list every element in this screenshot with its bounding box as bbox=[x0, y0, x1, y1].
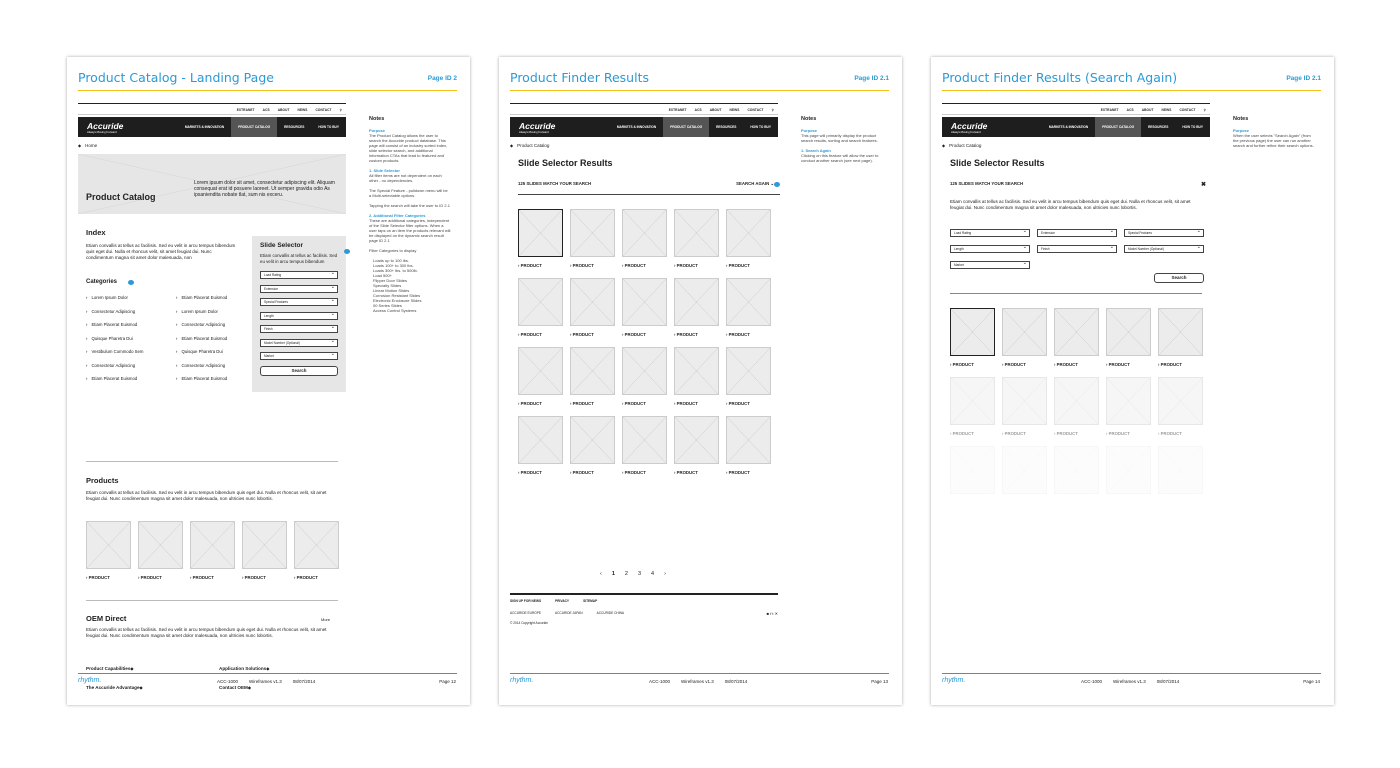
product-image bbox=[1054, 377, 1099, 425]
search-icon[interactable]: ⚲ bbox=[1203, 108, 1206, 112]
model-number-select[interactable]: Model Number (Optional) ⌄ bbox=[260, 339, 338, 347]
title-divider bbox=[78, 90, 457, 91]
notes-heading: 2. Additional Filter Categories bbox=[369, 213, 426, 218]
product-image bbox=[1158, 377, 1203, 425]
product-card[interactable] bbox=[570, 416, 615, 475]
product-card-faded bbox=[1054, 446, 1099, 494]
footer-link[interactable]: ACCURIDE EUROPE bbox=[510, 611, 541, 615]
search-button[interactable]: Search bbox=[260, 366, 338, 376]
product-card[interactable] bbox=[570, 278, 615, 337]
utility-link[interactable]: NEWS bbox=[729, 108, 740, 112]
page-link[interactable]: 1 bbox=[611, 571, 615, 577]
product-label: › PRODUCT bbox=[518, 401, 563, 406]
product-image bbox=[674, 347, 719, 395]
product-label: › PRODUCT bbox=[726, 263, 771, 268]
product-card[interactable] bbox=[950, 308, 995, 367]
product-card[interactable] bbox=[570, 347, 615, 406]
annotation-marker-1 bbox=[344, 249, 350, 254]
utility-link[interactable]: ABOUT bbox=[1141, 108, 1154, 112]
notes-panel bbox=[1233, 117, 1315, 153]
breadcrumb[interactable]: ◆ Product Catalog bbox=[942, 143, 981, 148]
product-card-faded bbox=[1106, 446, 1151, 494]
oem-text: Etiam convallis at tellus ac facilisis. Sed eu velit in arcu tempus bibendum quis eget dui. Nulla et rhoncus velit, sit amet feugiat dui. Nunc condimentum magna sit amet dolor malesuada, non ultricies nunc lobortis. bbox=[86, 627, 327, 638]
hero-title: Product Catalog bbox=[86, 192, 156, 202]
product-card[interactable] bbox=[1106, 377, 1151, 436]
product-label: › PRODUCT bbox=[622, 332, 667, 337]
product-image bbox=[1002, 308, 1047, 356]
product-image bbox=[1002, 446, 1047, 494]
divider bbox=[950, 293, 1202, 294]
category-link[interactable]: › Vestibulum Commodo Sem bbox=[86, 349, 176, 354]
slide-selector-panel bbox=[252, 236, 346, 392]
nav-product-catalog[interactable]: PRODUCT CATALOG bbox=[663, 117, 709, 137]
product-image bbox=[1054, 308, 1099, 356]
selector-title: Slide Selector bbox=[260, 242, 303, 249]
notes-list-item: Electronic Enclosure Slides bbox=[373, 298, 422, 303]
product-image bbox=[1054, 446, 1099, 494]
products-text: Etiam convallis at tellus ac facilisis. Sed eu velit in arcu tempus bibendum quis eget dui. Nulla et rhoncus velit, sit amet feugiat dui. Nunc condimentum magna sit amet dolor malesuada, non ultricies nunc lobortis. bbox=[86, 490, 327, 501]
next-page[interactable]: › bbox=[664, 571, 666, 577]
product-card[interactable] bbox=[1158, 308, 1203, 367]
utility-link[interactable]: EXTRANET bbox=[1100, 108, 1119, 112]
oem-link-capabilities[interactable]: Product Capabilities ◆ bbox=[86, 666, 130, 671]
breadcrumb[interactable]: ◆ Product Catalog bbox=[510, 143, 549, 148]
nav-how-to-buy[interactable]: HOW TO BUY bbox=[1182, 125, 1203, 129]
notes-heading: Purpose bbox=[369, 128, 386, 133]
notes-title: Notes bbox=[1233, 116, 1249, 122]
product-card[interactable] bbox=[674, 416, 719, 475]
product-card[interactable] bbox=[950, 377, 995, 436]
product-image bbox=[726, 416, 771, 464]
product-card[interactable] bbox=[674, 347, 719, 406]
notes-panel bbox=[801, 117, 883, 168]
product-label: › PRODUCT bbox=[950, 362, 995, 367]
nav-markets[interactable]: MARKETS & INNOVATION bbox=[184, 125, 225, 129]
special-features-select[interactable]: Special Features ⌄ bbox=[260, 298, 338, 306]
market-select[interactable]: Market ⌄ bbox=[950, 261, 1030, 269]
hero-text: Lorem ipsum dolor sit amet, consectetur adipiscing elit. Aliquam consequat erat id posuere laoreet. Ut semper gravida odio As ipsaniendita nobate tlat, sum nis exceru. bbox=[194, 180, 335, 198]
close-icon[interactable]: ✖ bbox=[1200, 182, 1206, 188]
market-select[interactable]: Market ⌄ bbox=[260, 352, 338, 360]
notes-list-item: Linear Motion Slides bbox=[373, 288, 410, 293]
utility-link[interactable]: ABOUT bbox=[277, 108, 290, 112]
notes-list-item: Loads up to 100 lbs. bbox=[373, 258, 410, 263]
utility-link[interactable]: ACS bbox=[262, 108, 270, 112]
footer-link[interactable]: SIGN UP FOR NEWS bbox=[510, 599, 542, 603]
product-image bbox=[1002, 377, 1047, 425]
copyright: © 2014 Copyright Accuride bbox=[510, 621, 548, 625]
page-title: Product Finder Results (Search Again) bbox=[942, 70, 1178, 85]
product-grid bbox=[86, 521, 339, 580]
model-number-select[interactable]: Model Number (Optional) ⌄ bbox=[1124, 245, 1204, 253]
product-label: › PRODUCT bbox=[726, 401, 771, 406]
product-label: › PRODUCT bbox=[1002, 431, 1047, 436]
category-link[interactable]: › Lorem Ipsum Dolor bbox=[176, 309, 256, 314]
product-image bbox=[950, 308, 995, 356]
results-title: Slide Selector Results bbox=[518, 158, 613, 168]
results-grid bbox=[518, 209, 771, 475]
wireframe-page-results bbox=[499, 57, 902, 705]
special-features-select[interactable]: Special Features ⌄ bbox=[1124, 229, 1204, 237]
utility-link[interactable]: ACS bbox=[1126, 108, 1134, 112]
product-label: › PRODUCT bbox=[674, 332, 719, 337]
page-number: Page 12 bbox=[439, 679, 456, 684]
rhythm-logo: rhythm. bbox=[78, 677, 102, 684]
product-image bbox=[726, 209, 771, 257]
category-link[interactable]: › Consectetur Adipiscing bbox=[176, 363, 256, 368]
oem-title: OEM Direct bbox=[86, 614, 127, 623]
extension-select[interactable]: Extension ⌄ bbox=[1037, 229, 1117, 237]
product-label: › PRODUCT bbox=[190, 575, 235, 580]
footer-link[interactable]: ACCURIDE CHINA bbox=[596, 611, 625, 615]
selector-text: Etiam convallis at tellus ac facilisis. Sed eu velit in arcu tempus bibendum bbox=[260, 253, 338, 264]
notes-heading: Purpose bbox=[1233, 128, 1250, 133]
product-card-faded bbox=[950, 446, 995, 494]
product-card[interactable] bbox=[1106, 308, 1151, 367]
product-label: › PRODUCT bbox=[622, 470, 667, 475]
notes-text: These are additional categories, independent of the Slide Selector filter options. When a user taps on an item the products relevant will be displayed on the dynamic search result page ID 2.1 bbox=[369, 218, 451, 243]
product-card[interactable] bbox=[190, 521, 235, 580]
length-select[interactable]: Length ⌄ bbox=[260, 312, 338, 320]
product-image bbox=[294, 521, 339, 569]
page-link[interactable]: 4 bbox=[651, 571, 655, 577]
category-link[interactable]: › Consectetur Adipiscing bbox=[86, 309, 176, 314]
product-card[interactable] bbox=[518, 347, 563, 406]
product-card[interactable] bbox=[518, 278, 563, 337]
product-card[interactable] bbox=[674, 209, 719, 268]
breadcrumb[interactable]: ◆ Home bbox=[78, 143, 97, 148]
footer-link[interactable]: SITEMAP bbox=[583, 599, 598, 603]
product-label: › PRODUCT bbox=[570, 332, 615, 337]
utility-link[interactable]: CONTACT bbox=[315, 108, 332, 112]
oem-more-link[interactable]: More bbox=[321, 617, 331, 622]
nav-markets[interactable]: MARKETS & INNOVATION bbox=[1048, 125, 1089, 129]
nav-resources[interactable]: RESOURCES bbox=[716, 125, 737, 129]
product-image bbox=[622, 278, 667, 326]
product-image bbox=[570, 347, 615, 395]
utility-link[interactable]: CONTACT bbox=[747, 108, 764, 112]
footer-divider bbox=[78, 673, 457, 674]
notes-text: The Special Feature - pulldown menu will be a Multi-selectable options. bbox=[369, 188, 448, 198]
category-link[interactable]: › Quisque Pharetra Dui bbox=[176, 349, 256, 354]
nav-product-catalog[interactable]: PRODUCT CATALOG bbox=[1095, 117, 1141, 137]
utility-link[interactable]: CONTACT bbox=[1179, 108, 1196, 112]
footer-link[interactable]: ACCURIDE JAPAN bbox=[555, 611, 583, 615]
product-image bbox=[674, 278, 719, 326]
category-link[interactable]: › Quisque Pharetra Dui bbox=[86, 336, 176, 341]
nav-how-to-buy[interactable]: HOW TO BUY bbox=[750, 125, 771, 129]
pagination bbox=[600, 571, 666, 577]
product-label: › PRODUCT bbox=[518, 470, 563, 475]
product-label: › PRODUCT bbox=[950, 431, 995, 436]
product-image bbox=[518, 416, 563, 464]
load-rating-select[interactable]: Load Rating ⌄ bbox=[260, 271, 338, 279]
product-image bbox=[570, 416, 615, 464]
product-card[interactable] bbox=[1002, 308, 1047, 367]
product-image bbox=[726, 347, 771, 395]
product-image bbox=[622, 347, 667, 395]
results-count: 125 SLIDES MATCH YOUR SEARCH bbox=[518, 181, 592, 186]
product-label: › PRODUCT bbox=[1054, 431, 1099, 436]
index-title: Index bbox=[86, 228, 106, 237]
product-label: › PRODUCT bbox=[294, 575, 339, 580]
page-number: Page 14 bbox=[1303, 679, 1320, 684]
product-image bbox=[190, 521, 235, 569]
category-link[interactable]: › Etiam Placerat Euismod bbox=[176, 336, 256, 341]
results-title: Slide Selector Results bbox=[950, 158, 1045, 168]
page-link[interactable]: 3 bbox=[637, 571, 642, 577]
notes-list bbox=[369, 258, 451, 313]
product-card[interactable] bbox=[242, 521, 287, 580]
notes-heading: 1. Search Again bbox=[801, 148, 831, 153]
product-card[interactable] bbox=[674, 278, 719, 337]
category-link[interactable]: › Etiam Placerat Euismod bbox=[86, 376, 176, 381]
product-image bbox=[1158, 446, 1203, 494]
nav-product-catalog[interactable]: PRODUCT CATALOG bbox=[231, 117, 277, 137]
hero-banner bbox=[78, 154, 346, 214]
title-divider bbox=[942, 90, 1321, 91]
product-label: › PRODUCT bbox=[1158, 362, 1203, 367]
product-label: › PRODUCT bbox=[86, 575, 131, 580]
results-bar bbox=[950, 181, 1212, 195]
prev-page[interactable]: ‹ bbox=[600, 571, 602, 577]
wireframe bbox=[942, 103, 1210, 673]
search-again-link[interactable]: SEARCH AGAIN ⌄ bbox=[736, 181, 774, 186]
product-card[interactable] bbox=[622, 209, 667, 268]
nav-resources[interactable]: RESOURCES bbox=[1148, 125, 1169, 129]
results-grid bbox=[950, 308, 1203, 494]
product-label: › PRODUCT bbox=[242, 575, 287, 580]
utility-link[interactable]: ACS bbox=[694, 108, 702, 112]
product-card[interactable] bbox=[518, 209, 563, 268]
notes-list-item: Loads 100+ to 300 lbs. bbox=[373, 263, 414, 268]
notes-heading: Purpose bbox=[801, 128, 818, 133]
wireframe bbox=[510, 103, 778, 673]
notes-text: Clicking on this feature will allow the user to conduct another search (see next page). bbox=[801, 153, 879, 163]
product-card[interactable] bbox=[1158, 377, 1203, 436]
product-card-faded bbox=[1158, 446, 1203, 494]
divider bbox=[86, 461, 338, 462]
site-logo[interactable]: Accuride Always Moving Forward bbox=[519, 121, 556, 134]
index-text: Etiam convallis at tellus ac facilisis. Sed eu velit in arcu tempus bibendum quis eget dui. Nulla et rhoncus velit, sit amet feugiat dui. Nunc condimentum magna sit amet dolor malesuada, non bbox=[86, 243, 236, 260]
product-card[interactable] bbox=[294, 521, 339, 580]
footer-meta: ACC-1000 Wireframes v1.3 08/07/2014 bbox=[649, 679, 748, 684]
notes-list-item: Specialty Slides bbox=[373, 283, 402, 288]
page-id: Page ID 2 bbox=[427, 75, 457, 82]
utility-nav bbox=[510, 103, 778, 115]
category-link[interactable]: › Consectetur Adipiscing bbox=[176, 322, 256, 327]
nav-resources[interactable]: RESOURCES bbox=[284, 125, 305, 129]
site-logo[interactable]: Accuride Always Moving Forward bbox=[87, 121, 124, 134]
notes-list-item: 00 Series Slides bbox=[373, 303, 402, 308]
rhythm-logo: rhythm. bbox=[510, 677, 534, 684]
category-list bbox=[86, 295, 256, 381]
footer-link[interactable]: PRIVACY bbox=[555, 599, 570, 603]
notes-title: Notes bbox=[801, 116, 817, 122]
notes-title: Notes bbox=[369, 116, 385, 122]
notes-heading: 1. Slide Selector bbox=[369, 168, 400, 173]
product-label: › PRODUCT bbox=[1106, 431, 1151, 436]
product-label: › PRODUCT bbox=[622, 263, 667, 268]
product-image bbox=[1106, 446, 1151, 494]
product-label: › PRODUCT bbox=[1054, 362, 1099, 367]
product-image bbox=[1106, 377, 1151, 425]
results-bar bbox=[518, 181, 780, 195]
utility-link[interactable]: EXTRANET bbox=[668, 108, 687, 112]
finish-select[interactable]: Finish ⌄ bbox=[260, 325, 338, 333]
product-image bbox=[518, 278, 563, 326]
product-card[interactable] bbox=[622, 347, 667, 406]
utility-link[interactable]: ABOUT bbox=[709, 108, 722, 112]
notes-text: All filter items are not dependent on each other - no dependencies. bbox=[369, 173, 442, 183]
product-image bbox=[138, 521, 183, 569]
product-label: › PRODUCT bbox=[726, 332, 771, 337]
site-logo[interactable]: Accuride Always Moving Forward bbox=[951, 121, 988, 134]
product-image bbox=[674, 416, 719, 464]
product-card[interactable] bbox=[726, 416, 771, 475]
product-image bbox=[518, 209, 563, 257]
oem-link-contact[interactable]: Contact OEM ◆ bbox=[219, 685, 248, 690]
annotation-marker-1 bbox=[774, 182, 780, 187]
search-again-intro: Etiam convallis at tellus ac facilisis. Sed eu velit in arcu tempus bibendum quis eget dui. Nulla et rhoncus velit, sit amet feugiat dui. Nunc condimentum magna sit amet dolor malesuada, non ultricies nunc lobortis. bbox=[950, 199, 1191, 210]
product-label: › PRODUCT bbox=[1002, 362, 1047, 367]
product-label: › PRODUCT bbox=[674, 401, 719, 406]
product-card[interactable] bbox=[1002, 377, 1047, 436]
extension-select[interactable]: Extension ⌄ bbox=[260, 285, 338, 293]
footer-meta: ACC-1000 Wireframes v1.3 08/07/2014 bbox=[217, 679, 316, 684]
product-label: › PRODUCT bbox=[674, 263, 719, 268]
notes-list-item: Load 500+ bbox=[373, 273, 393, 278]
notes-text: Tapping the search will take the user to ID 2.1 bbox=[369, 203, 450, 208]
category-link[interactable]: › Etiam Placerat Euismod bbox=[86, 322, 176, 327]
product-image bbox=[570, 209, 615, 257]
product-label: › PRODUCT bbox=[622, 401, 667, 406]
title-divider bbox=[510, 90, 889, 91]
product-image bbox=[950, 377, 995, 425]
category-link[interactable]: › Lorem Ipsum Dolor bbox=[86, 295, 176, 300]
category-link[interactable]: › Etiam Placerat Euismod bbox=[176, 295, 256, 300]
product-label: › PRODUCT bbox=[518, 332, 563, 337]
main-nav bbox=[510, 117, 778, 137]
product-label: › PRODUCT bbox=[726, 470, 771, 475]
page-number: Page 13 bbox=[871, 679, 888, 684]
product-label: › PRODUCT bbox=[674, 470, 719, 475]
notes-list-item: Access Control Systems bbox=[373, 308, 417, 313]
product-card[interactable] bbox=[1054, 308, 1099, 367]
notes-list-item: Loads 300+ lbs. to 500lb. bbox=[373, 268, 418, 273]
product-card[interactable] bbox=[1054, 377, 1099, 436]
notes-text: When the user selects "Search Again" (from the previous page) the user can run another search and further refine their search options. bbox=[1233, 133, 1314, 148]
main-nav bbox=[942, 117, 1210, 137]
footer-divider bbox=[510, 673, 889, 674]
page-id: Page ID 2.1 bbox=[854, 75, 889, 82]
utility-link[interactable]: NEWS bbox=[297, 108, 308, 112]
product-label: › PRODUCT bbox=[1158, 431, 1203, 436]
finish-select[interactable]: Finish ⌄ bbox=[1037, 245, 1117, 253]
rhythm-logo: rhythm. bbox=[942, 677, 966, 684]
product-image bbox=[622, 209, 667, 257]
annotation-marker-2 bbox=[128, 280, 134, 285]
notes-text: Filter Categories to display bbox=[369, 248, 417, 253]
wireframe-page-search-again bbox=[931, 57, 1334, 705]
product-image bbox=[622, 416, 667, 464]
page-link[interactable]: 2 bbox=[624, 571, 628, 577]
product-label: › PRODUCT bbox=[570, 470, 615, 475]
product-image bbox=[674, 209, 719, 257]
wireframe-page-landing bbox=[67, 57, 470, 705]
product-card[interactable] bbox=[138, 521, 183, 580]
categories-title: Categories bbox=[86, 279, 118, 285]
site-footer bbox=[510, 593, 778, 625]
utility-link[interactable]: EXTRANET bbox=[236, 108, 255, 112]
search-icon[interactable]: ⚲ bbox=[771, 108, 774, 112]
product-label: › PRODUCT bbox=[570, 263, 615, 268]
utility-link[interactable]: NEWS bbox=[1161, 108, 1172, 112]
oem-link-advantage[interactable]: The Accuride Advantage ◆ bbox=[86, 685, 140, 690]
nav-markets[interactable]: MARKETS & INNOVATION bbox=[616, 125, 657, 129]
product-image bbox=[950, 446, 995, 494]
product-card[interactable] bbox=[726, 209, 771, 268]
notes-panel bbox=[369, 117, 451, 313]
search-icon[interactable]: ⚲ bbox=[339, 108, 342, 112]
product-card[interactable] bbox=[622, 416, 667, 475]
product-card[interactable] bbox=[570, 209, 615, 268]
notes-list-item: Corrosion Resistant Slides bbox=[373, 293, 421, 298]
product-image bbox=[570, 278, 615, 326]
product-card[interactable] bbox=[86, 521, 131, 580]
category-link[interactable]: › Etiam Placerat Euismod bbox=[176, 376, 256, 381]
product-image bbox=[242, 521, 287, 569]
notes-text: This page will primarily display the product search results, sorting and search features. bbox=[801, 133, 878, 143]
notes-text: The Product Catalog allows the user to search the Accuride product database. This page will consist of an industry sorted index, slide selector search, and additional information CTAs that lead to featured and custom products. bbox=[369, 133, 448, 163]
product-label: › PRODUCT bbox=[1106, 362, 1151, 367]
products-title: Products bbox=[86, 476, 119, 485]
product-image bbox=[518, 347, 563, 395]
main-nav bbox=[78, 117, 346, 137]
utility-nav bbox=[78, 103, 346, 115]
product-image bbox=[1158, 308, 1203, 356]
product-label: › PRODUCT bbox=[570, 401, 615, 406]
product-image bbox=[726, 278, 771, 326]
length-select[interactable]: Length ⌄ bbox=[950, 245, 1030, 253]
product-card-faded bbox=[1002, 446, 1047, 494]
social-icons[interactable]: ■ f t ✕ bbox=[766, 611, 778, 616]
category-link[interactable]: › Consectetur Adipiscing bbox=[86, 363, 176, 368]
results-count: 125 SLIDES MATCH YOUR SEARCH bbox=[950, 181, 1024, 186]
product-card[interactable] bbox=[726, 278, 771, 337]
nav-how-to-buy[interactable]: HOW TO BUY bbox=[318, 125, 339, 129]
page-title: Product Finder Results bbox=[510, 70, 649, 85]
divider bbox=[86, 600, 338, 601]
page-id: Page ID 2.1 bbox=[1286, 75, 1321, 82]
page-title: Product Catalog - Landing Page bbox=[78, 70, 274, 85]
notes-list-item: Flipper Door Slides bbox=[373, 278, 408, 283]
product-label: › PRODUCT bbox=[138, 575, 183, 580]
product-card[interactable] bbox=[622, 278, 667, 337]
search-button[interactable]: Search bbox=[1154, 273, 1204, 283]
load-rating-select[interactable]: Load Rating ⌄ bbox=[950, 229, 1030, 237]
oem-link-applications[interactable]: Application Solutions ◆ bbox=[219, 666, 266, 671]
footer-divider bbox=[942, 673, 1321, 674]
product-image bbox=[86, 521, 131, 569]
utility-nav bbox=[942, 103, 1210, 115]
product-label: › PRODUCT bbox=[518, 263, 563, 268]
product-image bbox=[1106, 308, 1151, 356]
product-card[interactable] bbox=[726, 347, 771, 406]
footer-meta: ACC-1000 Wireframes v1.3 08/07/2014 bbox=[1081, 679, 1180, 684]
product-card[interactable] bbox=[518, 416, 563, 475]
